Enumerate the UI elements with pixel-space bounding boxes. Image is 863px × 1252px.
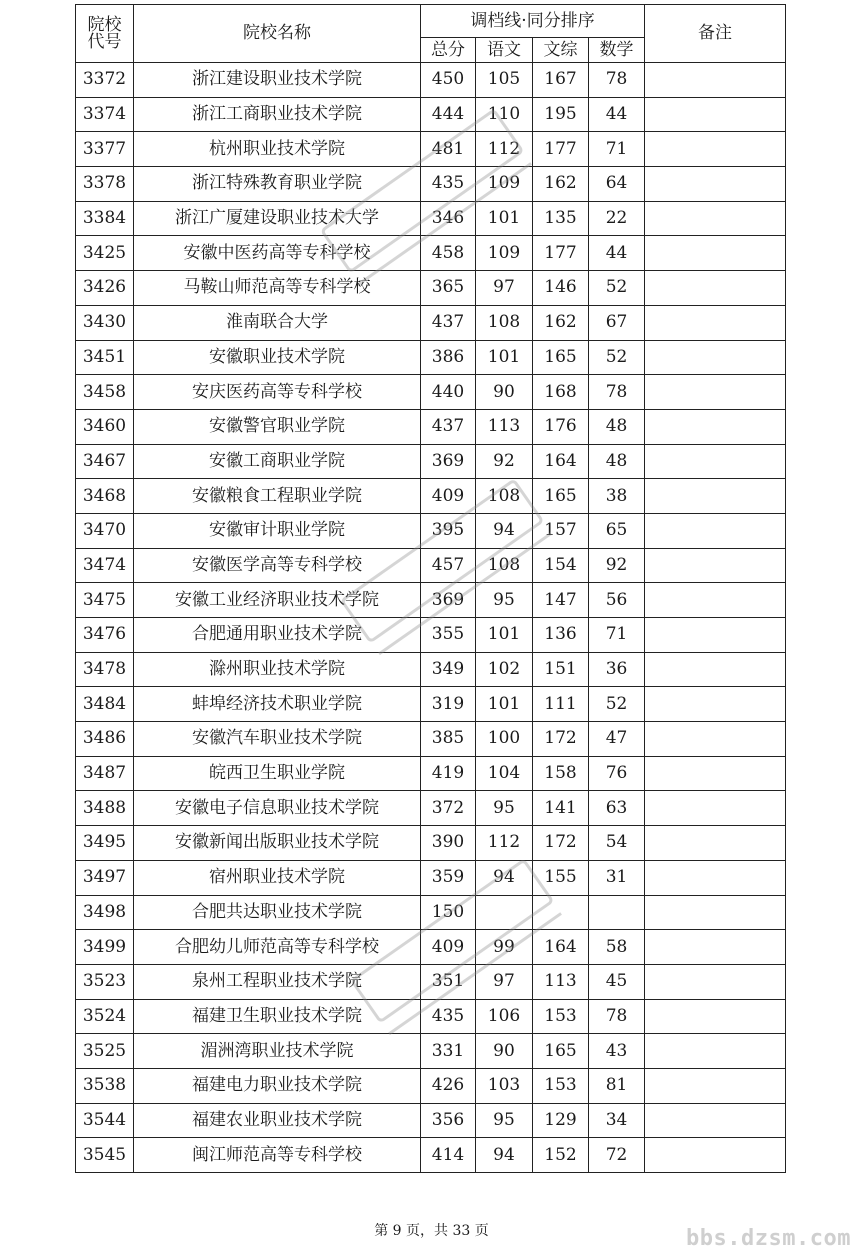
cell-wenzong: 172 <box>533 722 589 757</box>
cell-school-code: 3498 <box>76 895 134 930</box>
cell-school-code: 3378 <box>76 167 134 202</box>
table-row <box>76 826 786 861</box>
cell-math: 78 <box>589 999 645 1034</box>
table-row <box>76 479 786 514</box>
cell-school-name: 杭州职业技术学院 <box>134 132 421 167</box>
cell-school-name: 合肥共达职业技术学院 <box>134 895 421 930</box>
cell-wenzong: 155 <box>533 860 589 895</box>
table-row <box>76 583 786 618</box>
cell-note <box>645 236 786 271</box>
cell-math: 38 <box>589 479 645 514</box>
cell-school-name: 浙江工商职业技术学院 <box>134 97 421 132</box>
cell-school-code: 3488 <box>76 791 134 826</box>
cell-math: 78 <box>589 375 645 410</box>
table-row <box>76 97 786 132</box>
cell-note <box>645 444 786 479</box>
cell-chinese <box>476 895 533 930</box>
cell-chinese: 95 <box>476 583 533 618</box>
cell-chinese: 92 <box>476 444 533 479</box>
cell-total: 386 <box>421 340 476 375</box>
cell-chinese: 94 <box>476 513 533 548</box>
cell-total: 365 <box>421 271 476 306</box>
cell-total: 349 <box>421 652 476 687</box>
cell-school-code: 3451 <box>76 340 134 375</box>
cell-math: 81 <box>589 1068 645 1103</box>
watermark-url: bbs.dzsm.com <box>686 1226 851 1251</box>
table-row <box>76 860 786 895</box>
table-row <box>76 791 786 826</box>
cell-total: 409 <box>421 479 476 514</box>
cell-school-name: 滁州职业技术学院 <box>134 652 421 687</box>
cell-school-name: 浙江建设职业技术学院 <box>134 63 421 98</box>
header-chinese: 语文 <box>476 38 533 63</box>
cell-note <box>645 687 786 722</box>
cell-chinese: 102 <box>476 652 533 687</box>
table-row <box>76 1034 786 1069</box>
header-math: 数学 <box>589 38 645 63</box>
cell-note <box>645 964 786 999</box>
cell-math: 92 <box>589 548 645 583</box>
cell-wenzong: 153 <box>533 999 589 1034</box>
cell-wenzong: 176 <box>533 409 589 444</box>
cell-school-name: 马鞍山师范高等专科学校 <box>134 271 421 306</box>
cell-school-name: 安徽粮食工程职业学院 <box>134 479 421 514</box>
cell-note <box>645 167 786 202</box>
cell-wenzong: 165 <box>533 340 589 375</box>
cell-note <box>645 409 786 444</box>
cell-total: 372 <box>421 791 476 826</box>
cell-total: 437 <box>421 409 476 444</box>
table-row <box>76 63 786 98</box>
cell-note <box>645 999 786 1034</box>
cell-school-code: 3384 <box>76 201 134 236</box>
cell-school-name: 福建农业职业技术学院 <box>134 1103 421 1138</box>
cell-note <box>645 1034 786 1069</box>
cell-note <box>645 652 786 687</box>
table-row <box>76 167 786 202</box>
cell-wenzong: 162 <box>533 167 589 202</box>
cell-school-code: 3544 <box>76 1103 134 1138</box>
cell-total: 356 <box>421 1103 476 1138</box>
cell-wenzong: 147 <box>533 583 589 618</box>
cell-math: 72 <box>589 1138 645 1173</box>
cell-wenzong: 167 <box>533 63 589 98</box>
header-note: 备注 <box>645 5 786 63</box>
table-row <box>76 201 786 236</box>
cell-chinese: 95 <box>476 1103 533 1138</box>
cell-note <box>645 1138 786 1173</box>
cell-chinese: 108 <box>476 479 533 514</box>
cell-math: 48 <box>589 409 645 444</box>
cell-chinese: 109 <box>476 236 533 271</box>
cell-note <box>645 583 786 618</box>
cell-note <box>645 305 786 340</box>
cell-note <box>645 375 786 410</box>
cell-school-code: 3467 <box>76 444 134 479</box>
cell-math: 78 <box>589 63 645 98</box>
cell-wenzong: 158 <box>533 756 589 791</box>
table-row <box>76 375 786 410</box>
cell-note <box>645 826 786 861</box>
cell-math: 52 <box>589 340 645 375</box>
cell-school-name: 安徽汽车职业技术学院 <box>134 722 421 757</box>
cell-school-code: 3486 <box>76 722 134 757</box>
cell-school-code: 3523 <box>76 964 134 999</box>
cell-wenzong: 154 <box>533 548 589 583</box>
cell-note <box>645 548 786 583</box>
cell-math: 63 <box>589 791 645 826</box>
table-row <box>76 236 786 271</box>
cell-chinese: 105 <box>476 63 533 98</box>
cell-total: 458 <box>421 236 476 271</box>
cell-total: 390 <box>421 826 476 861</box>
cell-total: 444 <box>421 97 476 132</box>
cell-wenzong: 168 <box>533 375 589 410</box>
table-row <box>76 687 786 722</box>
cell-school-code: 3374 <box>76 97 134 132</box>
cell-total: 385 <box>421 722 476 757</box>
cell-wenzong: 136 <box>533 618 589 653</box>
table-row <box>76 340 786 375</box>
table-row <box>76 722 786 757</box>
cell-chinese: 101 <box>476 340 533 375</box>
table-row <box>76 652 786 687</box>
cell-chinese: 90 <box>476 1034 533 1069</box>
cell-total: 369 <box>421 444 476 479</box>
cell-wenzong: 152 <box>533 1138 589 1173</box>
cell-chinese: 103 <box>476 1068 533 1103</box>
cell-note <box>645 201 786 236</box>
cell-note <box>645 132 786 167</box>
table-row <box>76 548 786 583</box>
cell-school-name: 皖西卫生职业学院 <box>134 756 421 791</box>
cell-wenzong: 162 <box>533 305 589 340</box>
cell-total: 346 <box>421 201 476 236</box>
cell-school-code: 3474 <box>76 548 134 583</box>
cell-school-code: 3425 <box>76 236 134 271</box>
cell-wenzong: 177 <box>533 236 589 271</box>
cell-note <box>645 791 786 826</box>
table-row <box>76 1138 786 1173</box>
cell-total: 150 <box>421 895 476 930</box>
cell-school-code: 3478 <box>76 652 134 687</box>
admission-score-table <box>75 4 786 1173</box>
cell-chinese: 94 <box>476 860 533 895</box>
cell-total: 419 <box>421 756 476 791</box>
cell-wenzong: 113 <box>533 964 589 999</box>
cell-total: 440 <box>421 375 476 410</box>
cell-math: 67 <box>589 305 645 340</box>
cell-school-name: 合肥通用职业技术学院 <box>134 618 421 653</box>
cell-chinese: 112 <box>476 826 533 861</box>
table-row <box>76 1103 786 1138</box>
cell-note <box>645 722 786 757</box>
cell-chinese: 110 <box>476 97 533 132</box>
cell-total: 409 <box>421 930 476 965</box>
header-wenzong: 文综 <box>533 38 589 63</box>
cell-note <box>645 340 786 375</box>
cell-school-name: 安徽新闻出版职业技术学院 <box>134 826 421 861</box>
cell-chinese: 113 <box>476 409 533 444</box>
cell-school-code: 3470 <box>76 513 134 548</box>
cell-wenzong: 165 <box>533 1034 589 1069</box>
cell-total: 450 <box>421 63 476 98</box>
table-row <box>76 132 786 167</box>
table-row <box>76 444 786 479</box>
cell-school-name: 安徽工业经济职业技术学院 <box>134 583 421 618</box>
cell-school-name: 安徽职业技术学院 <box>134 340 421 375</box>
cell-note <box>645 1068 786 1103</box>
cell-school-code: 3484 <box>76 687 134 722</box>
cell-chinese: 97 <box>476 964 533 999</box>
cell-school-name: 蚌埠经济技术职业学院 <box>134 687 421 722</box>
cell-school-name: 合肥幼儿师范高等专科学校 <box>134 930 421 965</box>
cell-math: 36 <box>589 652 645 687</box>
cell-chinese: 108 <box>476 305 533 340</box>
header-total: 总分 <box>421 38 476 63</box>
cell-school-name: 宿州职业技术学院 <box>134 860 421 895</box>
cell-note <box>645 930 786 965</box>
cell-wenzong: 129 <box>533 1103 589 1138</box>
cell-school-code: 3476 <box>76 618 134 653</box>
cell-wenzong: 164 <box>533 444 589 479</box>
cell-school-name: 淮南联合大学 <box>134 305 421 340</box>
table-row <box>76 271 786 306</box>
cell-total: 319 <box>421 687 476 722</box>
cell-chinese: 101 <box>476 618 533 653</box>
header-school-code-line1: 院校 <box>87 14 122 35</box>
cell-note <box>645 895 786 930</box>
cell-math: 65 <box>589 513 645 548</box>
cell-school-name: 湄洲湾职业技术学院 <box>134 1034 421 1069</box>
table-body <box>76 63 786 1173</box>
table-row <box>76 618 786 653</box>
cell-school-code: 3524 <box>76 999 134 1034</box>
cell-wenzong <box>533 895 589 930</box>
cell-math: 47 <box>589 722 645 757</box>
cell-wenzong: 195 <box>533 97 589 132</box>
cell-chinese: 101 <box>476 687 533 722</box>
cell-school-code: 3497 <box>76 860 134 895</box>
cell-note <box>645 618 786 653</box>
cell-chinese: 108 <box>476 548 533 583</box>
cell-math: 44 <box>589 236 645 271</box>
cell-total: 331 <box>421 1034 476 1069</box>
cell-total: 414 <box>421 1138 476 1173</box>
cell-chinese: 104 <box>476 756 533 791</box>
cell-school-name: 福建电力职业技术学院 <box>134 1068 421 1103</box>
cell-math: 52 <box>589 687 645 722</box>
cell-wenzong: 151 <box>533 652 589 687</box>
cell-total: 435 <box>421 167 476 202</box>
header-cutoff-group: 调档线·同分排序 <box>421 5 645 38</box>
table-row <box>76 756 786 791</box>
cell-school-name: 泉州工程职业技术学院 <box>134 964 421 999</box>
cell-school-code: 3487 <box>76 756 134 791</box>
cell-math: 71 <box>589 618 645 653</box>
cell-total: 359 <box>421 860 476 895</box>
cell-school-code: 3458 <box>76 375 134 410</box>
cell-school-code: 3545 <box>76 1138 134 1173</box>
cell-math <box>589 895 645 930</box>
cell-chinese: 112 <box>476 132 533 167</box>
cell-school-code: 3538 <box>76 1068 134 1103</box>
cell-school-code: 3430 <box>76 305 134 340</box>
cell-total: 351 <box>421 964 476 999</box>
cell-math: 54 <box>589 826 645 861</box>
cell-note <box>645 513 786 548</box>
table-row <box>76 895 786 930</box>
cell-school-name: 安徽审计职业学院 <box>134 513 421 548</box>
cell-chinese: 100 <box>476 722 533 757</box>
table-row <box>76 964 786 999</box>
cell-school-code: 3499 <box>76 930 134 965</box>
cell-school-code: 3372 <box>76 63 134 98</box>
cell-math: 52 <box>589 271 645 306</box>
cell-total: 395 <box>421 513 476 548</box>
cell-wenzong: 111 <box>533 687 589 722</box>
cell-chinese: 99 <box>476 930 533 965</box>
cell-school-name: 福建卫生职业技术学院 <box>134 999 421 1034</box>
cell-wenzong: 157 <box>533 513 589 548</box>
cell-total: 481 <box>421 132 476 167</box>
table-row <box>76 930 786 965</box>
table-header <box>76 5 786 63</box>
cell-school-code: 3475 <box>76 583 134 618</box>
cell-chinese: 95 <box>476 791 533 826</box>
cell-math: 71 <box>589 132 645 167</box>
cell-chinese: 101 <box>476 201 533 236</box>
cell-math: 48 <box>589 444 645 479</box>
cell-wenzong: 172 <box>533 826 589 861</box>
cell-school-name: 安徽医学高等专科学校 <box>134 548 421 583</box>
cell-note <box>645 479 786 514</box>
cell-note <box>645 63 786 98</box>
cell-school-name: 安庆医药高等专科学校 <box>134 375 421 410</box>
table-row <box>76 305 786 340</box>
cell-note <box>645 97 786 132</box>
header-school-code-line2: 代号 <box>87 31 122 52</box>
cell-math: 64 <box>589 167 645 202</box>
cell-wenzong: 177 <box>533 132 589 167</box>
cell-math: 58 <box>589 930 645 965</box>
cell-school-name: 闽江师范高等专科学校 <box>134 1138 421 1173</box>
cell-wenzong: 164 <box>533 930 589 965</box>
cell-math: 43 <box>589 1034 645 1069</box>
table-row <box>76 513 786 548</box>
cell-school-code: 3426 <box>76 271 134 306</box>
cell-total: 437 <box>421 305 476 340</box>
table-row <box>76 1068 786 1103</box>
header-school-code <box>76 5 134 63</box>
cell-note <box>645 756 786 791</box>
cell-wenzong: 135 <box>533 201 589 236</box>
cell-school-name: 安徽工商职业学院 <box>134 444 421 479</box>
cell-note <box>645 271 786 306</box>
cell-total: 435 <box>421 999 476 1034</box>
cell-math: 22 <box>589 201 645 236</box>
cell-wenzong: 165 <box>533 479 589 514</box>
cell-chinese: 109 <box>476 167 533 202</box>
cell-school-name: 浙江广厦建设职业技术大学 <box>134 201 421 236</box>
cell-note <box>645 1103 786 1138</box>
header-school-name: 院校名称 <box>134 5 421 63</box>
cell-chinese: 97 <box>476 271 533 306</box>
cell-wenzong: 153 <box>533 1068 589 1103</box>
cell-school-code: 3468 <box>76 479 134 514</box>
cell-school-code: 3460 <box>76 409 134 444</box>
cell-wenzong: 146 <box>533 271 589 306</box>
cell-math: 76 <box>589 756 645 791</box>
table-row <box>76 409 786 444</box>
cell-total: 457 <box>421 548 476 583</box>
cell-total: 369 <box>421 583 476 618</box>
cell-school-code: 3525 <box>76 1034 134 1069</box>
cell-chinese: 94 <box>476 1138 533 1173</box>
cell-math: 56 <box>589 583 645 618</box>
cell-math: 34 <box>589 1103 645 1138</box>
cell-school-code: 3495 <box>76 826 134 861</box>
page-footer: 第 9 页，共 33 页 <box>374 1223 489 1239</box>
cell-note <box>645 860 786 895</box>
cell-total: 355 <box>421 618 476 653</box>
cell-math: 31 <box>589 860 645 895</box>
cell-school-name: 安徽中医药高等专科学校 <box>134 236 421 271</box>
cell-total: 426 <box>421 1068 476 1103</box>
cell-chinese: 90 <box>476 375 533 410</box>
cell-math: 45 <box>589 964 645 999</box>
table-row <box>76 999 786 1034</box>
cell-school-code: 3377 <box>76 132 134 167</box>
cell-math: 44 <box>589 97 645 132</box>
cell-chinese: 106 <box>476 999 533 1034</box>
cell-wenzong: 141 <box>533 791 589 826</box>
cell-school-name: 安徽电子信息职业技术学院 <box>134 791 421 826</box>
cell-school-name: 浙江特殊教育职业学院 <box>134 167 421 202</box>
cell-school-name: 安徽警官职业学院 <box>134 409 421 444</box>
